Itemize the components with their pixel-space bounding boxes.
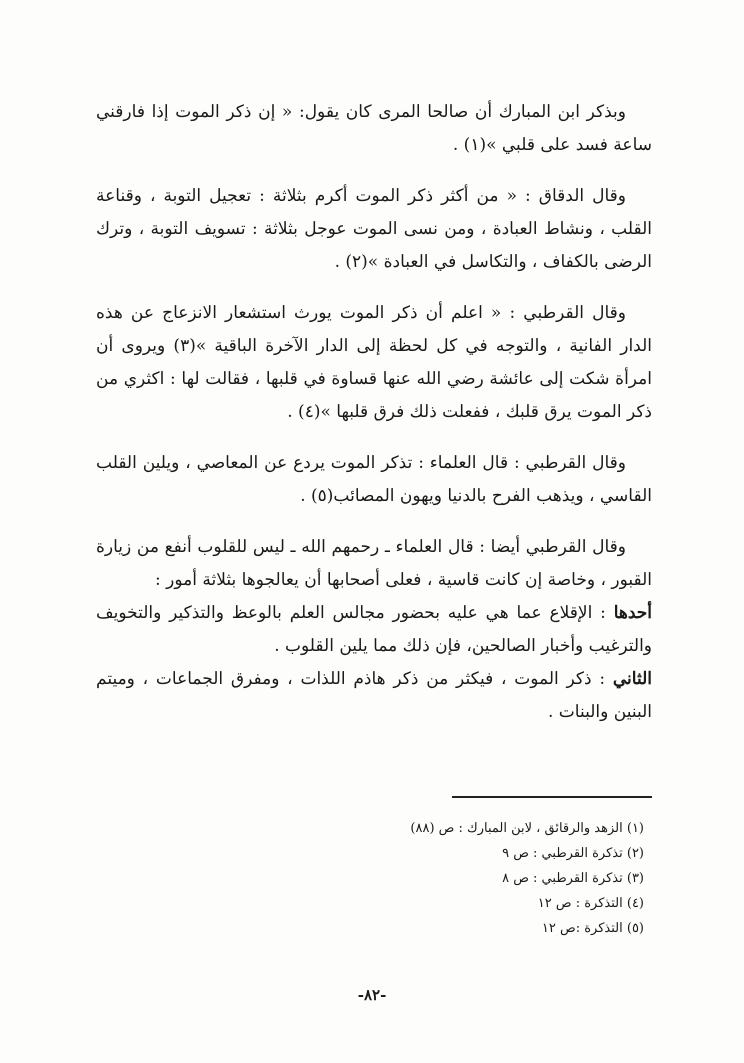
paragraph-qurtubi-2: وقال القرطبي : قال العلماء : تذكر الموت يردع عن المعاصي ، ويلين القلب القاسي ، ويذهب الفرح بالدنيا ويهون المصائب(٥) . [96,453,652,506]
footnote: (٥) التذكرة :ص ١٢ [541,921,644,936]
footnote: (١) الزهد والرقائق ، لابن المبارك : ص (٨٨) [410,821,644,836]
list-item-lead: الثاني [612,669,652,689]
footnote-divider [452,796,652,798]
paragraph-daqqaq: وقال الدقاق : « من أكثر ذكر الموت أكرم بثلاثة : تعجيل التوبة ، وقناعة القلب ، ونشاط العبادة ، ومن نسى الموت عوجل بثلاثة : تسويف التوبة ، وترك الرضى بالكفاف ، والتكاسل في العبادة »(٢) . [96,186,652,272]
page-number: -٨٢- [357,986,387,1004]
paragraph-qurtubi-3: وقال القرطبي أيضا : قال العلماء ـ رحمهم الله ـ ليس للقلوب أنفع من زيارة القبور ، وخاصة إن كانت قاسية ، فعلى أصحابها أن يعالجوها بثلاثة أمور : [96,537,652,590]
footnote: (٤) التذكرة : ص ١٢ [537,896,644,911]
footnote: (٣) تذكرة القرطبي : ص ٨ [502,871,644,886]
main-text [96,96,652,729]
list-item-text: : الإقلاع عما هي عليه بحضور مجالس العلم بالوعظ والتذكير والتخويف والترغيب وأخبار الصالحين، فإن ذلك مما يلين القلوب . [96,603,652,656]
list-item-first [96,597,652,663]
paragraph-qurtubi-1: وقال القرطبي : « اعلم أن ذكر الموت يورث استشعار الانزعاج عن هذه الدار الفانية ، والتوجه في كل لحظة إلى الدار الآخرة الباقية »(٣) ويروى أن امرأة شكت إلى عائشة رضي الله عنها قساوة في قلبها ، فقالت لها : اكثري من ذكر الموت يرق قلبك ، ففعلت ذلك فرق قلبها »(٤) . [96,303,652,422]
paragraph-ibn-mubarak: وبذكر ابن المبارك أن صالحا المرى كان يقول: « إن ذكر الموت إذا فارقني ساعة فسد على قلبي »(١) . [96,102,652,155]
footnote: (٢) تذكرة القرطبي : ص ٩ [502,846,644,861]
list-item-text: : ذكر الموت ، فيكثر من ذكر هاذم اللذات ، ومفرق الجماعات ، وميتم البنين والبنات . [96,669,652,722]
list-item-lead: أحدها [613,603,652,623]
list-item-second [96,663,652,729]
footnotes-list [96,816,644,941]
